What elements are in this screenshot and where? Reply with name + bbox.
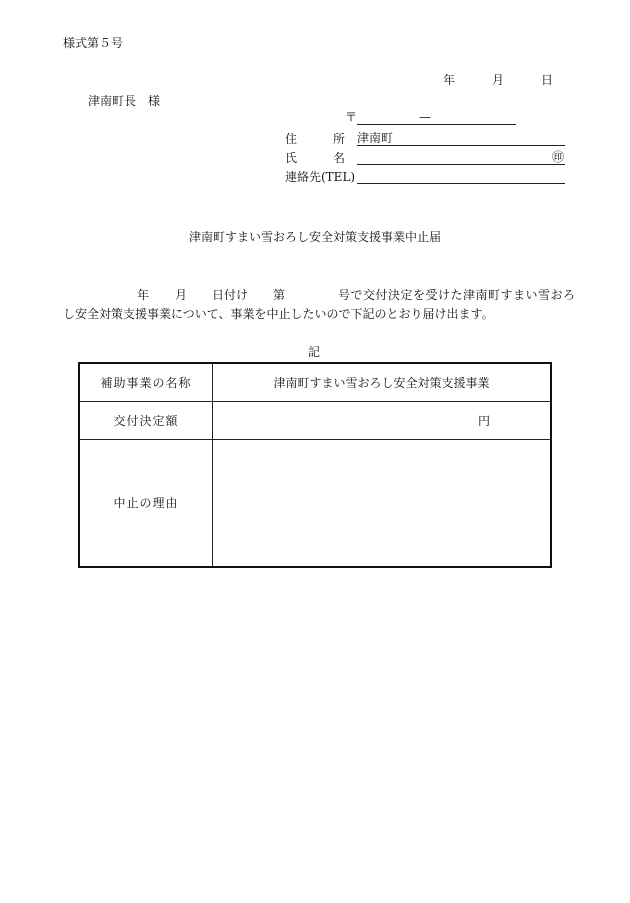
postal-mark: 〒 <box>345 110 358 124</box>
address-label: 住 所 <box>285 132 350 146</box>
body-line1-text: 号で交付決定を受けた津南町すまい雪おろ <box>338 288 576 302</box>
detail-table <box>78 362 552 568</box>
body-number-prefix: 第 <box>273 288 286 302</box>
notes-heading: 記 <box>308 345 321 359</box>
table-row-label <box>80 402 213 440</box>
postal-code-line <box>357 124 516 125</box>
table-row-label <box>80 364 213 402</box>
address-line <box>357 145 565 146</box>
cancel-reason-label: 中止の理由 <box>113 496 179 510</box>
cancel-reason-field <box>213 440 550 566</box>
contact-label: 連絡先(TEL) <box>285 170 356 184</box>
date-year-label: 年 <box>443 73 456 87</box>
document-title: 津南町すまい雪おろし安全対策支援事業中止届 <box>188 230 441 244</box>
name-label: 氏 名 <box>285 151 350 165</box>
body-line2-text: し安全対策支援事業について、事業を中止したいので下記のとおり届け出ます。 <box>63 307 494 321</box>
table-row-value <box>213 364 550 402</box>
contact-line <box>357 183 565 184</box>
postal-separator: — <box>419 110 431 124</box>
grant-amount-unit: 円 <box>477 413 490 428</box>
date-month-label: 月 <box>492 73 505 87</box>
form-number: 様式第５号 <box>63 36 124 50</box>
grant-amount-label: 交付決定額 <box>113 413 179 428</box>
project-name-label: 補助事業の名称 <box>100 375 192 390</box>
name-line <box>357 164 565 165</box>
addressee: 津南町長 様 <box>88 94 161 108</box>
body-year-label: 年 <box>137 288 150 302</box>
body-day-label: 日付け <box>212 288 249 302</box>
date-day-label: 日 <box>541 73 554 87</box>
project-name-value: 津南町すまい雪おろし安全対策支援事業 <box>273 375 490 390</box>
table-row-value <box>213 402 550 440</box>
body-month-label: 月 <box>175 288 188 302</box>
seal-mark: ㊞ <box>552 150 565 164</box>
address-value: 津南町 <box>357 131 394 145</box>
table-row-label <box>80 440 213 566</box>
